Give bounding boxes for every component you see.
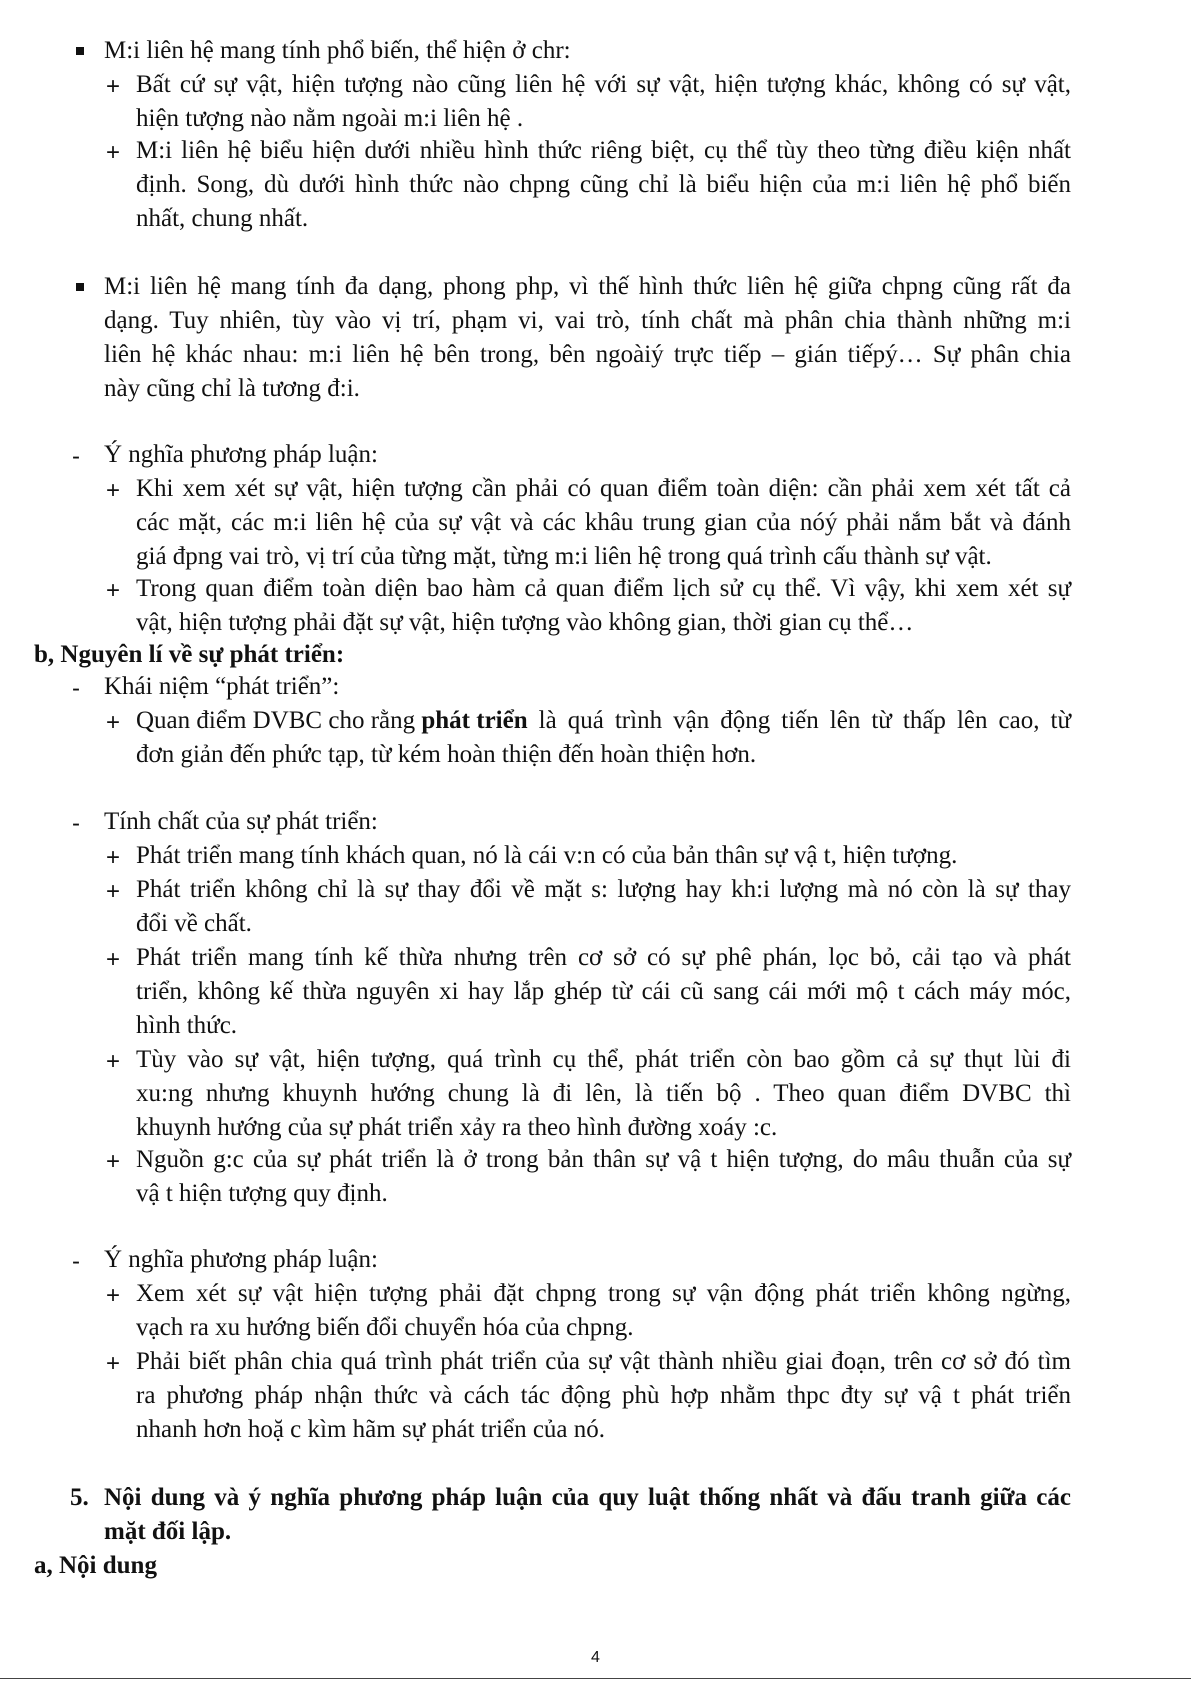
text-line: Tùy vào sự vật, hiện tượng, quá trình cụ thể, phát triển còn bao gồm cả sự thụt lùi đi [136,1046,1071,1073]
footer-divider [0,1678,1191,1679]
text-line: vạch ra xu hướng biến đổi chuyển hóa của chpng. [136,1314,634,1341]
plus-marker: + [106,1148,121,1175]
text-line: định. Song, dù dưới hình thức nào chpng cũng chỉ là biểu hiện của m:i liên hệ phổ biến [136,171,1071,198]
text-line: Phát triển không chỉ là sự thay đổi về mặt s: lượng hay kh:i lượng mà nó còn là sự thay [136,876,1071,903]
plus-marker: + [106,709,121,736]
text-line: Khi xem xét sự vật, hiện tượng cần phải có quan điểm toàn diện: cần phải xem xét tất cả [136,475,1071,502]
subsection-heading: a, Nội dung [34,1552,157,1579]
text-line: đổi về chất. [136,910,252,937]
subheading: Ý nghĩa phương pháp luận: [104,441,378,468]
plus-marker: + [106,477,121,504]
plus-marker: + [106,577,121,604]
subheading: Tính chất của sự phát triển: [104,808,378,835]
text-line: xu:ng nhưng khuynh hướng chung là đi lên, là tiến bộ . Theo quan điểm DVBC thì [136,1080,1071,1107]
dash-marker: - [72,443,80,470]
section-number: 5. [70,1484,89,1511]
bold-term: phát triển [421,707,528,734]
text-line: giá đpng vai trò, vị trí của từng mặt, từng m:i liên hệ trong quá trình cấu thành sự vật. [136,543,992,570]
text-line: nhất, chung nhất. [136,205,309,232]
text-line: M:i liên hệ biểu hiện dưới nhiều hình thức riêng biệt, cụ thể tùy theo từng điều kiện nhất [136,137,1071,164]
dash-marker: - [72,1248,80,1275]
text-line: Trong quan điểm toàn diện bao hàm cả quan điểm lịch sử cụ thể. Vì vậy, khi xem xét sự [136,575,1071,602]
subheading: Ý nghĩa phương pháp luận: [104,1246,378,1273]
text-line: đơn giản đến phức tạp, từ kém hoàn thiện đến hoàn thiện hơn. [136,741,757,768]
plus-marker: + [106,844,121,871]
text-line: liên hệ khác nhau: m:i liên hệ bên trong, bên ngoàiý trực tiếp – gián tiếpý… Sự phân chia [104,341,1071,368]
text-line: vật, hiện tượng phải đặt sự vật, hiện tượng vào không gian, thời gian cụ thể… [136,609,914,636]
plus-marker: + [106,139,121,166]
page-number: 4 [591,1649,600,1666]
section-heading: Nội dung và ý nghĩa phương pháp luận của quy luật thống nhất và đấu tranh giữa các [104,1484,1071,1511]
text-line: Nguồn g:c của sự phát triển là ở trong bản thân sự vậ t hiện tượng, do mâu thuẫn của sự [136,1146,1071,1173]
text-line [136,704,1071,738]
text-line: hiện tượng nào nằm ngoài m:i liên hệ . [136,105,524,132]
plus-marker: + [106,73,121,100]
text-line: triển, không kế thừa nguyên xi hay lắp ghép từ cái cũ sang cái mới mộ t cách máy móc, [136,978,1071,1005]
plus-marker: + [106,1048,121,1075]
text-line: vậ t hiện tượng quy định. [136,1180,388,1207]
text-line: M:i liên hệ mang tính đa dạng, phong php, vì thế hình thức liên hệ giữa chpng cũng rất đa [104,273,1071,300]
plus-marker: + [106,878,121,905]
plus-marker: + [106,1350,121,1377]
dash-marker: - [72,675,80,702]
text-line: Phải biết phân chia quá trình phát triển của sự vật thành nhiều giai đoạn, trên cơ sở đó tìm [136,1348,1071,1375]
text-line: Phát triển mang tính khách quan, nó là cái v:n có của bản thân sự vậ t, hiện tượng. [136,842,958,869]
text-line: nhanh hơn hoặ c kìm hãm sự phát triển của nó. [136,1416,606,1443]
text-line: các mặt, các m:i liên hệ của sự vật và các khâu trung gian của nóý phải nắm bắt và đánh [136,509,1071,536]
subheading: Khái niệm “phát triển”: [104,673,340,700]
bullet-heading-universal: M:i liên hệ mang tính phổ biến, thể hiện ở chr: [104,37,571,64]
section-heading: b, Nguyên lí về sự phát triển: [34,641,345,668]
text-line: khuynh hướng của sự phát triển xảy ra theo hình đường xoáy :c. [136,1114,778,1141]
square-bullet-icon [76,47,84,55]
text-line: Xem xét sự vật hiện tượng phải đặt chpng trong sự vận động phát triển không ngừng, [136,1280,1071,1307]
text-line: này cũng chỉ là tương đ:i. [104,375,360,402]
text-line: Phát triển mang tính kế thừa nhưng trên cơ sở có sự phê phán, lọc bỏ, cải tạo và phát [136,944,1071,971]
text-fragment: Quan điểm DVBC cho rằng [136,707,422,734]
dash-marker: - [72,810,80,837]
text-fragment: là quá trình vận động tiến lên từ thấp lên cao, từ [527,707,1071,734]
text-line: dạng. Tuy nhiên, tùy vào vị trí, phạm vi, vai trò, tính chất mà phân chia thành những m:i [104,307,1071,334]
text-line: ra phương pháp nhận thức và cách tác động phù hợp nhằm thpc đty sự vậ t phát triển [136,1382,1071,1409]
section-heading-cont: mặt đối lập. [104,1518,232,1545]
plus-marker: + [106,1282,121,1309]
text-line: Bất cứ sự vật, hiện tượng nào cũng liên hệ với sự vật, hiện tượng khác, không có sự vật, [136,71,1071,98]
square-bullet-icon [76,283,84,291]
plus-marker: + [106,946,121,973]
text-line: hình thức. [136,1012,238,1039]
